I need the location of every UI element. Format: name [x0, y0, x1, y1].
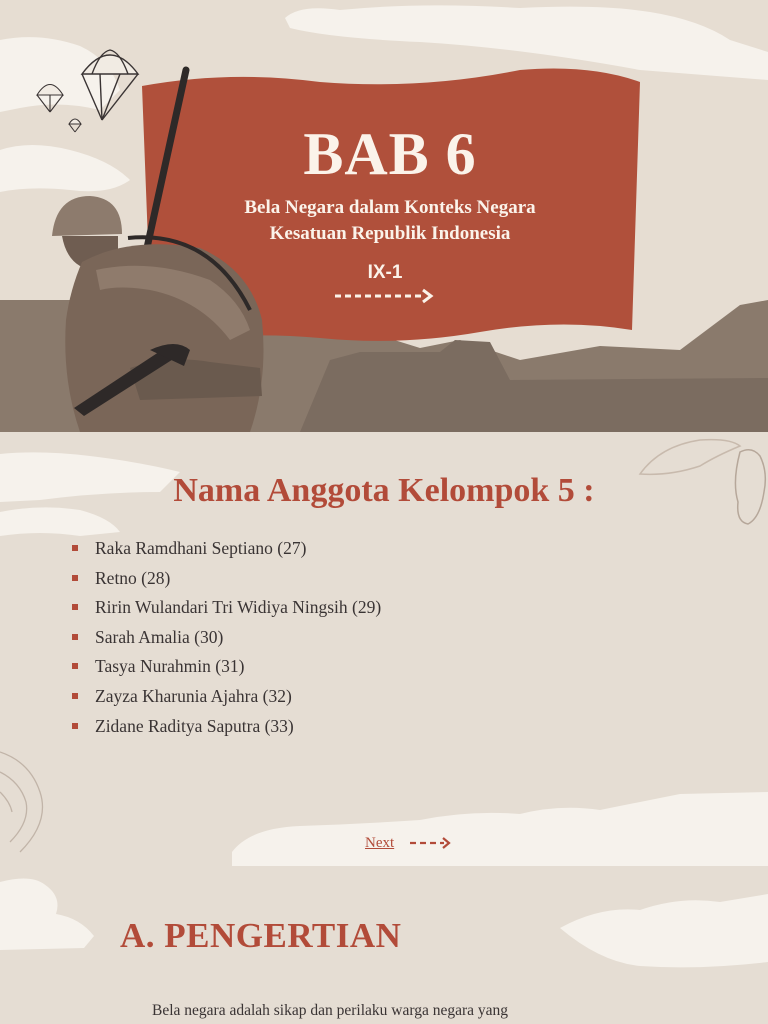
list-item: Ririn Wulandari Tri Widiya Ningsih (29)	[72, 593, 381, 623]
cloud-right	[560, 894, 768, 967]
members-list	[72, 534, 381, 741]
members-slide	[0, 432, 768, 866]
list-item: Tasya Nurahmin (31)	[72, 652, 381, 682]
leaf-outline	[640, 440, 740, 475]
cloud-left	[0, 878, 94, 950]
cover-title: BAB 6	[303, 121, 477, 187]
dashed-arrow-right-icon	[333, 286, 437, 308]
cloud-left-low	[0, 507, 120, 536]
class-label: IX-1	[367, 262, 403, 283]
definition-slide	[0, 866, 768, 1024]
cover-subtitle-line2: Kesatuan Republik Indonesia	[269, 223, 511, 244]
list-item: Raka Ramdhani Septiano (27)	[72, 534, 381, 564]
list-item: Zidane Raditya Saputra (33)	[72, 712, 381, 742]
dashed-arrow-right-icon[interactable]	[408, 835, 454, 851]
list-item: Sarah Amalia (30)	[72, 623, 381, 653]
cloud-left-low	[0, 145, 130, 192]
section-heading: A. PENGERTIAN	[120, 916, 402, 955]
parachute-icon-tiny	[69, 119, 81, 132]
cloud-bottom	[232, 792, 768, 866]
cloud-top	[285, 5, 768, 80]
next-link[interactable]: Next	[365, 835, 395, 851]
list-item: Zayza Kharunia Ajahra (32)	[72, 682, 381, 712]
cover-subtitle	[150, 195, 630, 247]
cover-subtitle-line1: Bela Negara dalam Konteks Negara	[244, 197, 536, 218]
members-heading: Nama Anggota Kelompok 5 :	[173, 472, 595, 509]
contour-lines	[0, 752, 43, 852]
list-item: Retno (28)	[72, 564, 381, 594]
body-text: Bela negara adalah sikap dan perilaku warga negara yang	[152, 1002, 509, 1019]
cover-slide	[0, 0, 768, 432]
